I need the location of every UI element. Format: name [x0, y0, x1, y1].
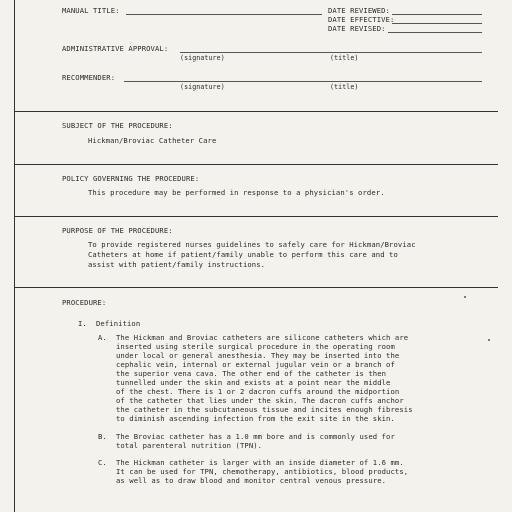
item-a-line: The Hickman and Broviac catheters are silicone catheters which are [116, 333, 409, 342]
item-a-line: of the catheter that lies under the skin. The dacron cuffs anchor [116, 396, 404, 405]
purpose-label: PURPOSE OF THE PROCEDURE: [62, 226, 173, 235]
item-c-line: The Hickman catheter is larger with an inside diameter of 1.6 mm. [116, 458, 404, 467]
item-a-line: the catheter in the subcutaneous tissue and incites enough fibresis [116, 405, 413, 414]
procedure-label: PROCEDURE: [62, 298, 107, 307]
admin-title-caption: (title) [330, 54, 359, 62]
left-margin-line [14, 0, 15, 512]
date-effective-field[interactable] [392, 23, 482, 24]
date-effective-label: DATE EFFECTIVE: [328, 15, 395, 24]
recommender-label: RECOMMENDER: [62, 73, 116, 82]
policy-value: This procedure may be performed in response to a physician's order. [88, 188, 385, 197]
item-a-line: the superior vena cava. The other end of the catheter is then [116, 369, 387, 378]
scan-speck [464, 296, 466, 298]
recommender-signature-caption: (signature) [180, 83, 225, 91]
item-a-line: to diminish ascending infection from the exit site in the skin. [116, 414, 395, 423]
recommender-title-caption: (title) [330, 83, 359, 91]
section-divider [14, 111, 498, 112]
procedure-section-number: I. [78, 319, 87, 328]
recommender-field[interactable] [124, 81, 482, 82]
item-c-line: as well as to draw blood and monitor central venous pressure. [116, 476, 387, 485]
item-letter-b: B. [98, 432, 107, 441]
admin-approval-field[interactable] [180, 52, 482, 53]
subject-label: SUBJECT OF THE PROCEDURE: [62, 121, 173, 130]
item-letter-c: C. [98, 458, 107, 467]
date-revised-label: DATE REVISED: [328, 24, 386, 33]
purpose-line: Catheters at home if patient/family unable to perform this care and to [88, 250, 398, 259]
date-reviewed-label: DATE REVIEWED: [328, 6, 390, 15]
item-a-line: tunnelled under the skin and exists at a point near the middle [116, 378, 391, 387]
item-a-line: inserted using sterile surgical procedure in the operating room [116, 342, 395, 351]
item-c-line: It can be used for TPN, chemotherapy, antibiotics, blood products, [116, 467, 409, 476]
policy-label: POLICY GOVERNING THE PROCEDURE: [62, 174, 200, 183]
procedure-section-title: Definition [96, 319, 141, 328]
item-b-line: total parenteral nutrition (TPN). [116, 441, 263, 450]
item-a-line: under local or general anesthesia. They may be inserted into the [116, 351, 400, 360]
date-reviewed-field[interactable] [392, 14, 482, 15]
item-a-line: of the chest. There is 1 or 2 dacron cuffs around the midportion [116, 387, 400, 396]
subject-value: Hickman/Broviac Catheter Care [88, 136, 217, 145]
section-divider [14, 164, 498, 165]
section-divider [14, 287, 498, 288]
admin-signature-caption: (signature) [180, 54, 225, 62]
item-b-line: The Broviac catheter has a 1.0 mm bore and is commonly used for [116, 432, 395, 441]
item-a-line: cephalic vein, internal or external jugular vein or a branch of [116, 360, 395, 369]
manual-title-field[interactable] [126, 14, 322, 15]
purpose-line: assist with patient/family instructions. [88, 260, 266, 269]
scan-speck [488, 339, 490, 341]
section-divider [14, 216, 498, 217]
date-revised-field[interactable] [388, 32, 482, 33]
manual-title-label: MANUAL TITLE: [62, 6, 120, 15]
admin-approval-label: ADMINISTRATIVE APPROVAL: [62, 44, 169, 53]
item-letter-a: A. [98, 333, 107, 342]
purpose-line: To provide registered nurses guidelines to safely care for Hickman/Broviac [88, 240, 416, 249]
